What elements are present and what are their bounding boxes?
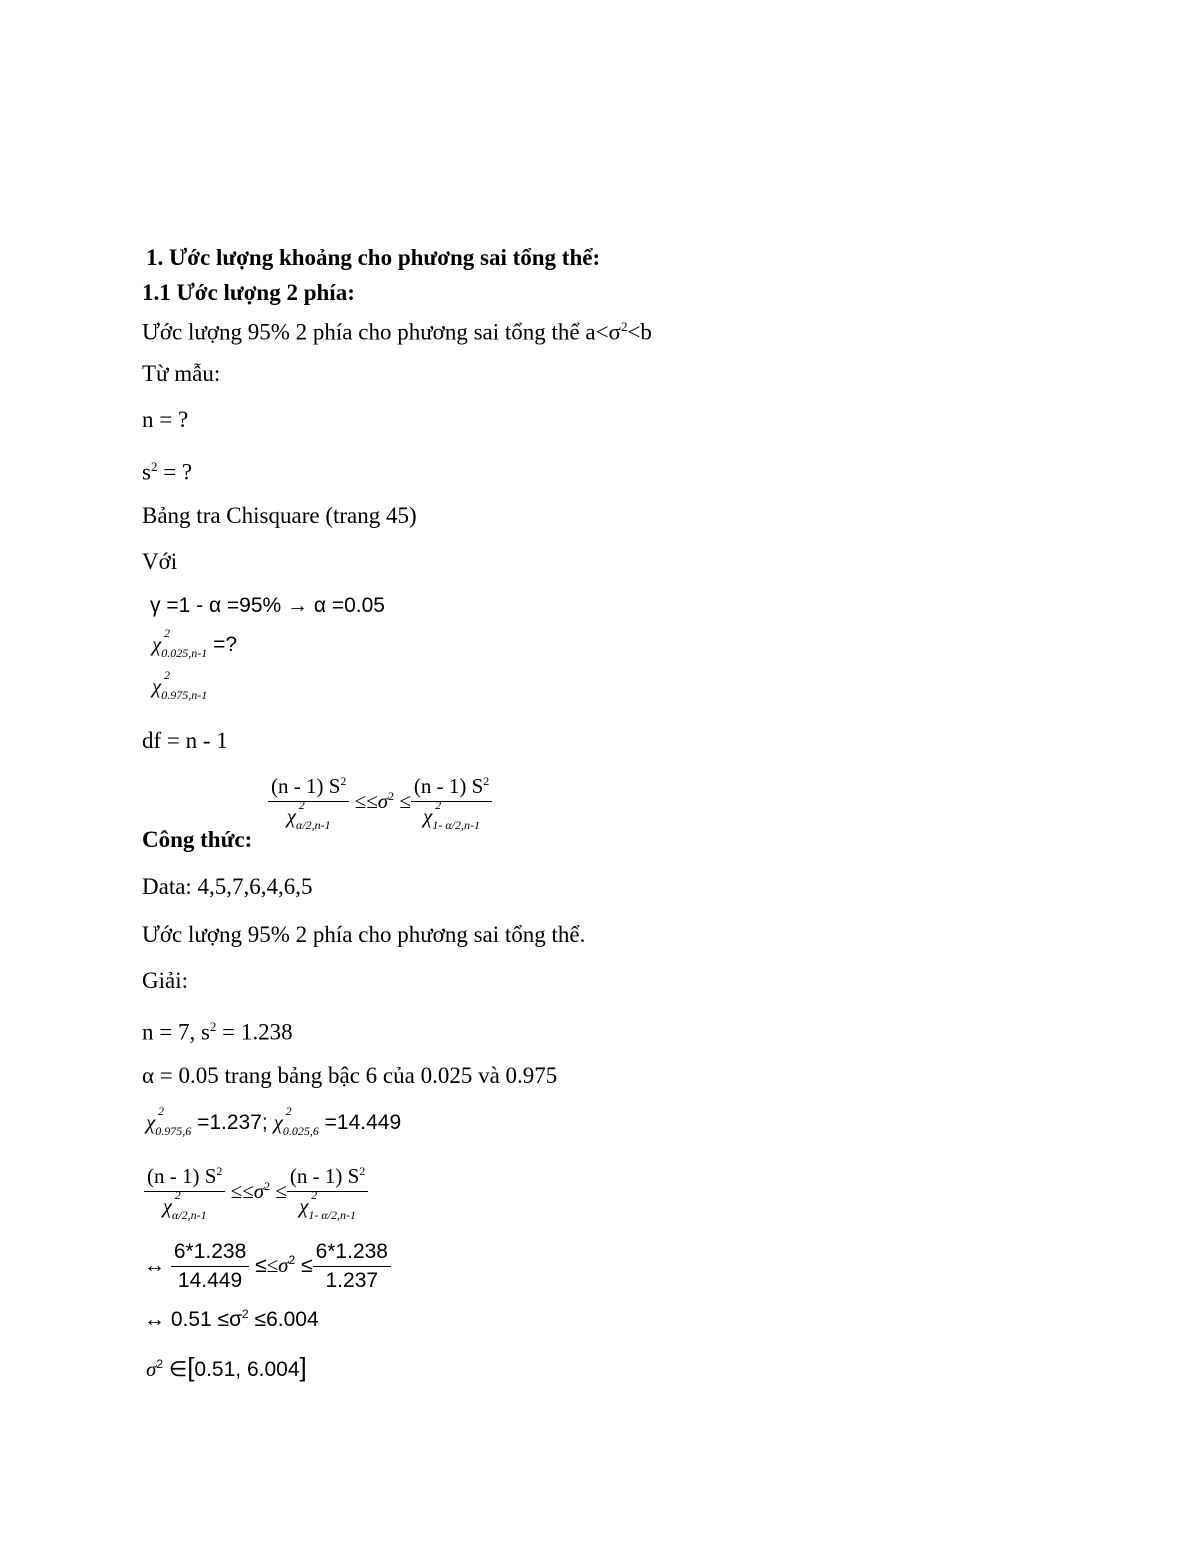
chi-glyph: χ — [286, 804, 297, 828]
sigma-symbol: ≤σ — [366, 789, 389, 814]
chi-glyph: χ — [146, 1110, 156, 1134]
formula-middle — [225, 1179, 286, 1203]
chi-sub: 0.975,6 — [155, 1124, 192, 1138]
sigma-sup: 2 — [264, 1179, 271, 1194]
intro-tail: <b — [627, 319, 652, 345]
intro-line — [142, 313, 652, 347]
formula-left-fraction — [144, 1164, 225, 1223]
alpha-line: α = 0.05 trang bảng bậc 6 của 0.025 và 0.975 — [142, 1063, 558, 1088]
n-s2-rest: = 1.238 — [216, 1019, 293, 1045]
section-heading: 1. Ước lượng khoảng cho phương sai tổng thể: — [146, 245, 601, 270]
formula-equation — [268, 774, 492, 833]
sigma-sup: 2 — [388, 789, 395, 804]
intro-sup: 2 — [620, 319, 628, 334]
fraction-numerator — [268, 774, 349, 802]
chi-glyph: χ — [299, 1194, 309, 1218]
formula-middle — [349, 789, 410, 813]
chi-glyph: χ — [423, 804, 433, 828]
chi-glyph: χ — [162, 1194, 173, 1218]
chi-sub: 0.975,n-1 — [161, 688, 208, 702]
chi-0025-equation — [152, 626, 238, 661]
equivalence-arrow: ↔ — [144, 1308, 165, 1331]
chi-symbol — [146, 1104, 164, 1135]
le-sign: ≤ — [394, 789, 411, 814]
step3-equation — [144, 1307, 319, 1332]
chi-rest: =? — [207, 633, 238, 656]
interval-values: 0.51, 6.004 — [194, 1358, 300, 1381]
from-sample-label: Từ mẫu: — [142, 361, 221, 386]
step3-left: 0.51 ≤σ — [165, 1308, 243, 1331]
step2-left-fraction — [171, 1240, 249, 1293]
intro-text: Ước lượng 95% 2 phía cho phương sai tổng thể a<σ — [142, 319, 621, 345]
fraction-numerator — [287, 1164, 368, 1192]
sigma-sup: 2 — [288, 1253, 296, 1268]
with-label: Với — [142, 549, 178, 574]
n-line: n = ? — [142, 407, 189, 432]
formula-left-fraction — [268, 774, 349, 833]
chi-sub: 0.025,n-1 — [161, 646, 208, 660]
solution-label: Giải: — [142, 968, 188, 993]
num-sup: 2 — [359, 1164, 366, 1178]
num-text: (n - 1) S — [413, 774, 484, 798]
chi-sub: 1- α/2,n-1 — [432, 818, 481, 832]
chi-sup: 2 — [174, 1188, 181, 1202]
chi-sup: 2 — [311, 1188, 318, 1202]
num-text: (n - 1) S — [289, 1164, 360, 1188]
chi-sub: α/2,n-1 — [296, 818, 331, 832]
num-sup: 2 — [216, 1164, 223, 1178]
fraction-denominator — [411, 798, 492, 833]
n-s2-result — [142, 1013, 293, 1047]
step2-equation — [144, 1240, 391, 1293]
fraction-numerator: 6*1.238 — [171, 1240, 249, 1267]
chi-value-2: =14.449 — [318, 1111, 402, 1134]
s2-line — [142, 453, 192, 487]
step3-right: ≤6.004 — [248, 1308, 319, 1331]
sigma-symbol: ≤σ — [242, 1179, 265, 1204]
chi-sup: 2 — [298, 798, 305, 812]
fraction-numerator: 6*1.238 — [313, 1240, 391, 1267]
table-reference: Bảng tra Chisquare (trang 45) — [142, 503, 417, 528]
fraction-denominator — [144, 1188, 225, 1223]
s2-base: s — [142, 459, 151, 485]
fraction-numerator — [144, 1164, 225, 1192]
chi-symbol — [152, 626, 170, 657]
le-sign: ≤ — [225, 1179, 243, 1204]
step3-sup: 2 — [242, 1307, 249, 1321]
chi-symbol — [423, 798, 442, 829]
open-bracket: [ — [187, 1352, 195, 1382]
formula-repeat-equation — [144, 1164, 368, 1223]
le-sign: ≤ — [349, 789, 367, 814]
chi-value-1: =1.237; — [191, 1111, 274, 1134]
chi-symbol — [299, 1188, 318, 1219]
fraction-denominator — [268, 798, 349, 833]
le-sign: ≤ — [295, 1254, 313, 1278]
chi-glyph: χ — [152, 674, 162, 698]
formula-right-fraction — [411, 774, 492, 833]
chi-sub: α/2,n-1 — [172, 1208, 207, 1222]
chi-sup: 2 — [164, 626, 170, 640]
step2-middle — [249, 1254, 312, 1277]
fraction-numerator — [411, 774, 492, 802]
num-text: (n - 1) S — [271, 774, 341, 798]
subsection-heading: 1.1 Ước lượng 2 phía: — [142, 280, 355, 305]
le-sign: ≤ — [249, 1254, 267, 1278]
equivalence-arrow: ↔ — [144, 1254, 165, 1278]
le-sign: ≤ — [270, 1179, 287, 1204]
num-sup: 2 — [340, 774, 347, 788]
chi-sup: 2 — [285, 1104, 292, 1118]
data-line: Data: 4,5,7,6,4,6,5 — [142, 874, 313, 899]
num-text: (n - 1) S — [147, 1164, 217, 1188]
task-line: Ước lượng 95% 2 phía cho phương sai tổng thể. — [142, 922, 586, 947]
formula-right-fraction — [287, 1164, 368, 1223]
chi-sup: 2 — [164, 668, 170, 682]
df-line: df = n - 1 — [142, 728, 228, 753]
chi-symbol — [152, 668, 170, 699]
chi-sup: 2 — [435, 798, 442, 812]
n-s2-sup: 2 — [209, 1019, 217, 1034]
sigma-symbol: ≤σ — [266, 1253, 289, 1278]
chi-glyph: χ — [273, 1110, 283, 1134]
close-bracket: ] — [299, 1352, 307, 1382]
chi-0975-equation — [152, 668, 208, 703]
step2-right-fraction — [313, 1240, 391, 1293]
sigma-symbol: σ — [146, 1357, 157, 1381]
num-sup: 2 — [483, 774, 490, 788]
chi-sup: 2 — [158, 1104, 164, 1118]
s2-rest: = ? — [157, 459, 193, 485]
chi-sub: 1- α/2,n-1 — [308, 1208, 357, 1222]
chi-sub: 0.025,6 — [282, 1124, 319, 1138]
element-of-sign: ∈ — [163, 1358, 188, 1381]
s2-sup: 2 — [150, 459, 158, 474]
fraction-denominator: 1.237 — [325, 1269, 379, 1292]
chi-symbol — [286, 798, 305, 829]
chi-values-equation — [146, 1104, 402, 1139]
chi-glyph: χ — [152, 632, 162, 656]
formula-label: Công thức: — [142, 827, 253, 852]
gamma-equation: γ =1 - α =95% → α =0.05 — [150, 594, 385, 617]
fraction-denominator: 14.449 — [177, 1269, 243, 1292]
n-s2-text: n = 7, s — [142, 1019, 210, 1045]
chi-symbol — [273, 1104, 292, 1135]
sigma-sup: 2 — [156, 1357, 164, 1371]
fraction-denominator — [287, 1188, 368, 1223]
chi-symbol — [162, 1188, 181, 1219]
final-interval — [146, 1352, 307, 1383]
